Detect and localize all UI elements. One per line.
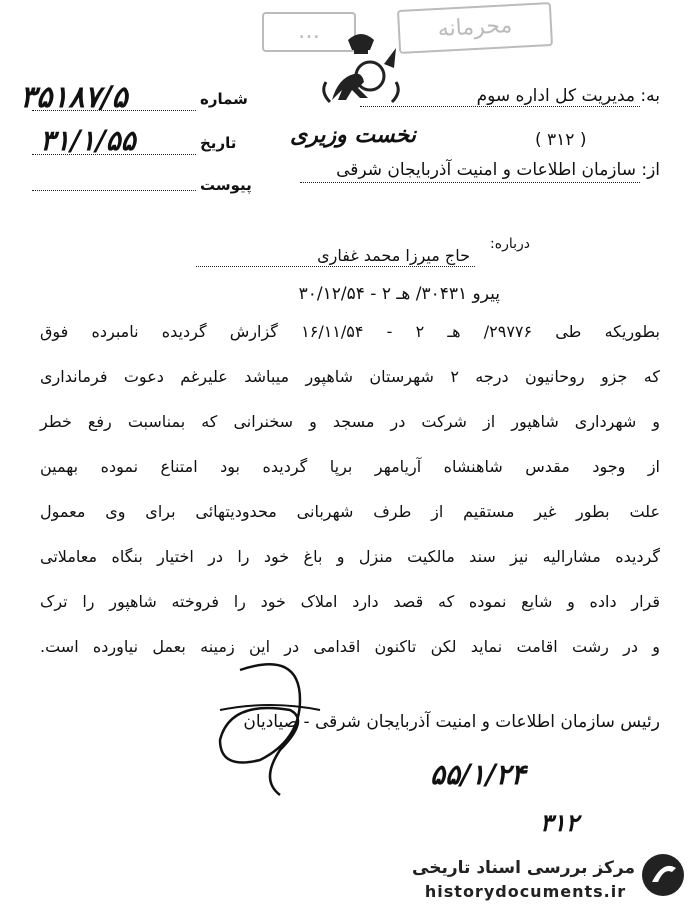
date-dotted-line [32,154,196,155]
watermark-url: historydocuments.ir [424,882,627,901]
body-line: و شهرداری شاهپور از شرکت در مسجد و سخنرانی که بمناسبت رفع خطر [40,412,660,431]
subject-label: درباره: [490,236,530,252]
body-line: از وجود مقدس شاهنشاه آریامهر برپا گردیده بود امتناع نموده بهمین [40,457,660,476]
attachment-label: پیوست [200,176,252,194]
recipient-dotted-line [360,106,640,107]
body-line: علت بطور غیر مستقیم از طرف شهربانی محدودیتهائی برای وی معمول [40,502,660,521]
signature-title: رئیس سازمان اطلاعات و امنیت آذربایجان شرقی - صیادیان [243,712,660,732]
lion-and-sun-emblem-icon [318,30,404,114]
date-label: تاریخ [200,134,237,152]
body-line: و در رشت اقامت نماید لکن تاکنون اقدامی در این زمینه بعمل نیاورده است. [40,637,660,656]
archive-logo-icon [640,852,686,898]
handwritten-note: ۳۱۲ [540,808,579,837]
recipient-line: به: مدیریت کل اداره سوم [476,86,660,106]
subject-value: حاج میرزا محمد غفاری [317,246,470,265]
ministry-title: نخست وزیری [290,122,416,148]
subject-reference: پیرو ۳۰۴۳۱/ هـ ۲ - ۳۰/۱۲/۵۴ [298,284,500,304]
watermark-org: مرکز بررسی اسناد تاریخی [412,858,635,878]
body-line: که جزو روحانیون درجه ۲ شهرستان شاهپور میباشد علیرغم دعوت فرمانداری [40,367,660,386]
from-dotted-line [300,182,640,183]
faded-stamp-left: … [262,12,356,52]
body-line: قرار داده و شایع نموده که قصد دارد املاک خود را فروخته شاهپور را ترک [40,592,660,611]
attachment-dotted-line [32,190,196,191]
number-dotted-line [32,110,196,111]
body-line: گردیده مشارالیه نیز سند مالکیت منزل و باغ خود را در اختیار بنگاه معاملاتی [40,547,660,566]
code-label: ( ۳۱۲ ) [535,130,587,150]
number-value: ۳۵۱۸۷/۵ [20,80,128,115]
subject-dotted-line [196,266,475,267]
body-line: بطوریکه طی ۲۹۷۷۶/ هـ ۲ - ۱۶/۱۱/۵۴ گزارش گردیده نامبرده فوق [40,322,661,341]
from-line: از: سازمان اطلاعات و امنیت آذربایجان شرقی [336,160,660,180]
received-date-note: ۵۵/۱/۲۴ [430,758,526,791]
date-value: ۳۱/۱/۵۵ [40,124,136,157]
faded-stamp-confidential: محرمانه [397,2,553,54]
number-label: شماره [200,90,248,108]
